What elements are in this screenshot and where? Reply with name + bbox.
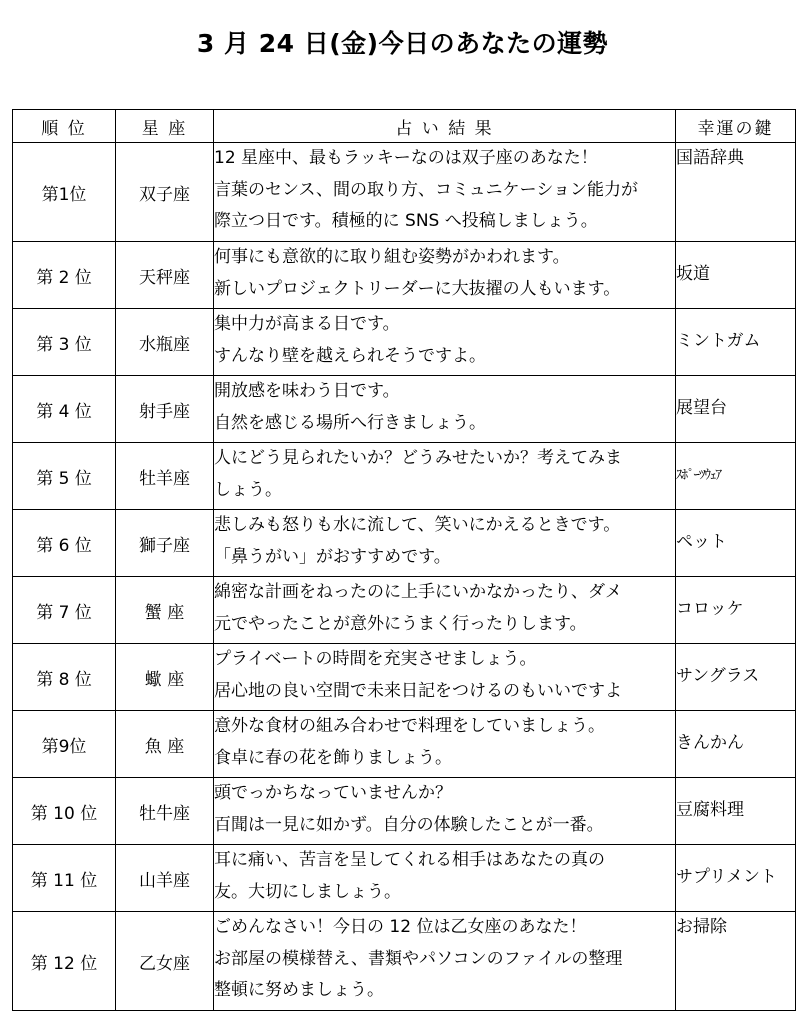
fortune-result-cell [214,309,676,376]
lucky-item-cell: お掃除 [676,912,796,1011]
table-row [13,443,796,510]
rank-cell: 第 11 位 [13,845,116,912]
zodiac-sign-cell: 乙女座 [116,912,214,1011]
fortune-line: 頭でっかちなっていませんか？ [214,783,452,803]
fortune-result-cell [214,912,676,1011]
fortune-line: 元でやったことが意外にうまく行ったりします。 [214,613,587,634]
fortune-result-cell [214,510,676,577]
fortune-line: 耳に痛い、苦言を呈してくれる相手はあなたの真の [214,850,605,870]
fortune-result-cell [214,242,676,309]
table-row [13,376,796,443]
lucky-item-cell: 国語辞典 [676,143,796,242]
fortune-line: 綿密な計画をねったのに上手にいかなかったり、ダメ [214,582,622,602]
zodiac-sign-cell: 獅子座 [116,510,214,577]
table-row [13,143,796,242]
table-row [13,644,796,711]
lucky-item-cell: 坂道 [676,242,796,309]
zodiac-sign-cell: 水瓶座 [116,309,214,376]
header-rank: 順 位 [13,110,116,143]
fortune-line: 意外な食材の組み合わせで料理をしていましょう。 [214,716,605,736]
fortune-line: すんなり壁を越えられそうですよ。 [214,345,486,366]
fortune-line: 人にどう見られたいか？どうみせたいか？考えてみま [214,448,622,468]
fortune-table [12,109,796,1011]
zodiac-sign-cell: 双子座 [116,143,214,242]
fortune-line: 集中力が高まる日です。 [214,314,400,334]
rank-cell: 第 7 位 [13,577,116,644]
zodiac-sign-cell: 射手座 [116,376,214,443]
rank-cell: 第 8 位 [13,644,116,711]
page-title: 3 月 24 日(金)今日のあなたの運勢 [196,29,609,58]
header-result: 占 い 結 果 [214,110,676,143]
lucky-item-cell: きんかん [676,711,796,778]
lucky-item-cell: 展望台 [676,376,796,443]
table-row [13,577,796,644]
fortune-line: 百聞は一見に如かず。自分の体験したことが一番。 [214,814,604,835]
lucky-item-cell: ミントガム [676,309,796,376]
fortune-line: お部屋の模様替え、書類やパソコンのファイルの整理 [214,948,623,969]
fortune-line: 悲しみも怒りも水に流して、笑いにかえるときです。 [214,515,621,535]
fortune-result-cell [214,845,676,912]
fortune-result-cell [214,778,676,845]
table-row [13,510,796,577]
fortune-line: 開放感を味わう日です。 [214,381,400,401]
lucky-item-cell: サングラス [676,644,796,711]
fortune-line: しょう。 [214,479,282,500]
zodiac-sign-cell: 蟹 座 [116,577,214,644]
rank-cell: 第 10 位 [13,778,116,845]
fortune-line: 友。大切にしましょう。 [214,881,401,902]
fortune-result-cell [214,577,676,644]
lucky-item-cell: コロッケ [676,577,796,644]
rank-cell: 第 12 位 [13,912,116,1011]
lucky-item-cell: ｽﾎﾟｰﾂｳｪｱ [676,443,796,510]
rank-cell: 第 4 位 [13,376,116,443]
fortune-line: 新しいプロジェクトリーダーに大抜擢の人もいます。 [214,278,621,299]
zodiac-sign-cell: 牡牛座 [116,778,214,845]
fortune-result-cell [214,143,676,242]
fortune-line: 12 星座中、最もラッキーなのは双子座のあなた！ [214,148,598,168]
rank-cell: 第 2 位 [13,242,116,309]
fortune-line: 整頓に努めましょう。 [214,980,384,1000]
fortune-result-cell [214,376,676,443]
fortune-line: ごめんなさい！今日の 12 位は乙女座のあなた！ [214,917,587,937]
zodiac-sign-cell: 蠍 座 [116,644,214,711]
lucky-item-cell: 豆腐料理 [676,778,796,845]
header-lucky-item: 幸運の鍵 [676,110,796,143]
lucky-item-cell: サプリメント [676,845,796,912]
header-sign: 星 座 [116,110,214,143]
table-row [13,778,796,845]
table-row [13,711,796,778]
zodiac-sign-cell: 牡羊座 [116,443,214,510]
zodiac-sign-cell: 魚 座 [116,711,214,778]
lucky-item-cell: ペット [676,510,796,577]
fortune-line: 「鼻うがい」がおすすめです。 [214,546,451,567]
fortune-result-cell [214,644,676,711]
rank-cell: 第 6 位 [13,510,116,577]
table-row [13,242,796,309]
rank-cell: 第1位 [13,143,116,242]
table-row [13,845,796,912]
fortune-line: 言葉のセンス、間の取り方、コミュニケーション能力が [214,179,638,200]
fortune-line: 居心地の良い空間で未来日記をつけるのもいいですよ [214,680,622,701]
fortune-line: 何事にも意欲的に取り組む姿勢がかわれます。 [214,247,570,267]
fortune-line: 際立つ日です。積極的に SNS へ投稿しましょう。 [214,211,598,231]
table-header-row [13,110,796,143]
fortune-line: 食卓に春の花を飾りましょう。 [214,747,452,768]
rank-cell: 第9位 [13,711,116,778]
fortune-line: 自然を感じる場所へ行きましょう。 [214,412,486,433]
fortune-result-cell [214,443,676,510]
table-row [13,309,796,376]
zodiac-sign-cell: 天秤座 [116,242,214,309]
rank-cell: 第 3 位 [13,309,116,376]
fortune-result-cell [214,711,676,778]
table-row [13,912,796,1011]
fortune-line: プライベートの時間を充実させましょう。 [214,649,537,669]
rank-cell: 第 5 位 [13,443,116,510]
zodiac-sign-cell: 山羊座 [116,845,214,912]
